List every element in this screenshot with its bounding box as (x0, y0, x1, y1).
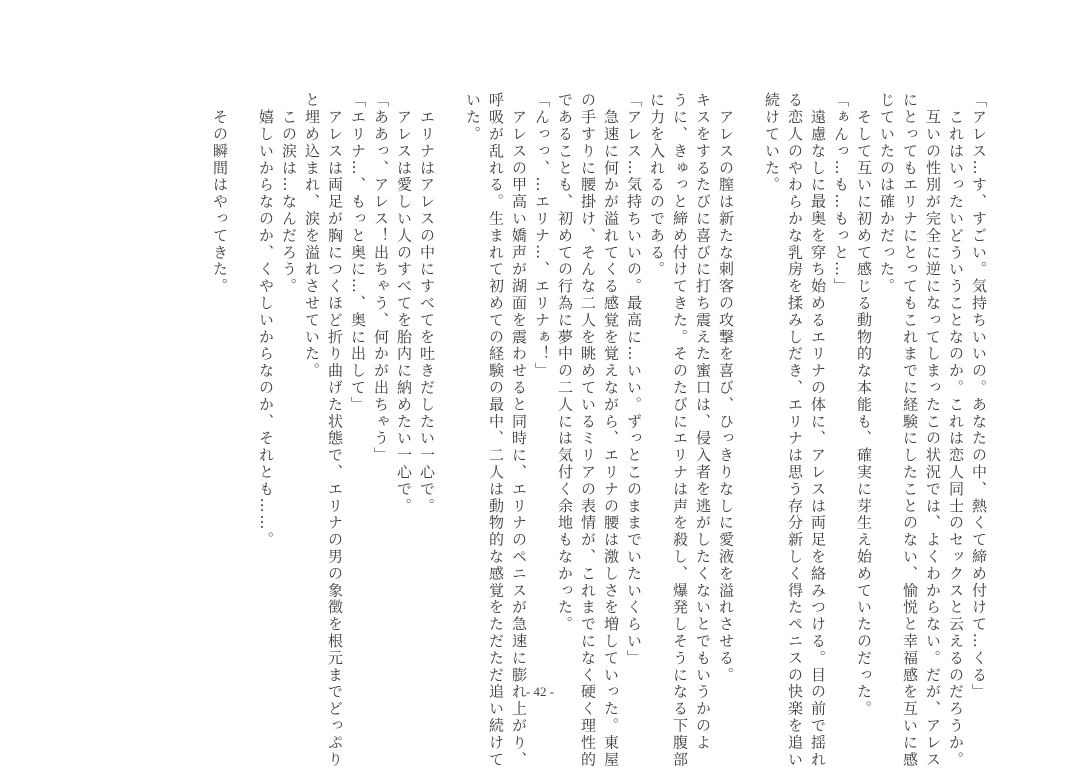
text-line: アレスは両足が胸につくほど折り曲げた状態で、エリナの男の象徴を根元までどっぷり (326, 92, 344, 768)
text-line: にとってもエリナにとってもこれまでに経験にしたことのない、愉悦と幸福感を互いに感 (901, 92, 919, 768)
text-line: 「ああっ、アレス！出ちゃう、何かが出ちゃう」 (372, 92, 390, 464)
text-line: と埋め込まれ、涙を溢れさせていた。 (303, 92, 321, 380)
text-line: アレスの甲高い嬌声が湖面を震わせると同時に、エリナのペニスが急速に膨れ上がり、 (510, 92, 528, 768)
text-line: 遠慮なしに最奥を穿ち始めるエリナの体に、アレスは両足を絡みつける。目の前で揺れ (809, 92, 827, 768)
text-line: 「ぁんっ…も…もっと…」 (832, 92, 850, 295)
text-line: アレスは愛しい人のすべてを胎内に納めたい一心で。 (395, 92, 413, 515)
text-line: 呼吸が乱れる。生まれて初めての経験の最中、二人は動物的な感覚をただただ追い続けて (487, 92, 505, 768)
text-line: 「んっっ、…エリナ…、エリナぁ！」 (533, 92, 551, 380)
text-line: いた。 (464, 92, 482, 143)
text-line: じていたのは確かだった。 (878, 92, 896, 295)
text-line: キスをするたびに喜びに打ち震えた蜜口は、侵入者を逃がしたくないとでもいうかのよ (694, 92, 712, 752)
text-line: この涙は…なんだろう。 (280, 92, 298, 295)
text-line: 「アレス…す、すごい。気持ちいいの。あなたの中、熱くて締め付けて…くる」 (970, 92, 988, 701)
text-line: であることも、初めての行為に夢中の二人には気付く余地もなかった。 (556, 92, 574, 633)
text-line: る恋人のやわらかな乳房を揉みしだき、エリナは思う存分新しく得たペニスの快楽を追い (786, 92, 804, 768)
text-line: うに、きゅっと締め付けてきた。そのたびにエリナは声を殺し、爆発しそうになる下腹部 (671, 92, 689, 768)
text-line: その瞬間はやってきた。 (211, 92, 229, 295)
text-line: アレスの膣は新たな刺客の攻撃を喜び、ひっきりなしに愛液を溢れさせる。 (717, 92, 735, 684)
text-line: これはいったいどういうことなのか。これは恋人同士のセックスと云えるのだろうか。 (947, 92, 965, 768)
paragraph-gap (737, 92, 760, 677)
text-line: 「エリナ…、もっと奥に…、奥に出して」 (349, 92, 367, 414)
text-line: そして互いに初めて感じる動物的な本能も、確実に芽生え始めていたのだった。 (855, 92, 873, 718)
text-line: エリナはアレスの中にすべてを吐きだしたい一心で。 (418, 92, 436, 515)
text-line: 「アレス…気持ちいいの。最高に…いい。ずっとこのままでいたいくらい」 (625, 92, 643, 667)
paragraph-gap (231, 92, 254, 677)
text-line: 続けていた。 (763, 92, 781, 194)
text-line: の手すりに腰掛け、そんな二人を眺めているミリアの表情が、これまでになく硬く理性的 (579, 92, 597, 768)
text-line: 急速に何かが溢れてくる感覚を覚えながら、エリナの腰は激しさを増していった。東屋 (602, 92, 620, 768)
text-line: に力を入れるのである。 (648, 92, 666, 278)
text-line: 嬉しいからなのか、くやしいからなのか、それとも……。 (257, 92, 275, 549)
page-number: - 42 - (525, 684, 555, 699)
text-line: 互いの性別が完全に逆になってしまったこの状況では、よくわからない。だが、アレス (924, 92, 942, 768)
paragraph-gap (438, 92, 461, 677)
